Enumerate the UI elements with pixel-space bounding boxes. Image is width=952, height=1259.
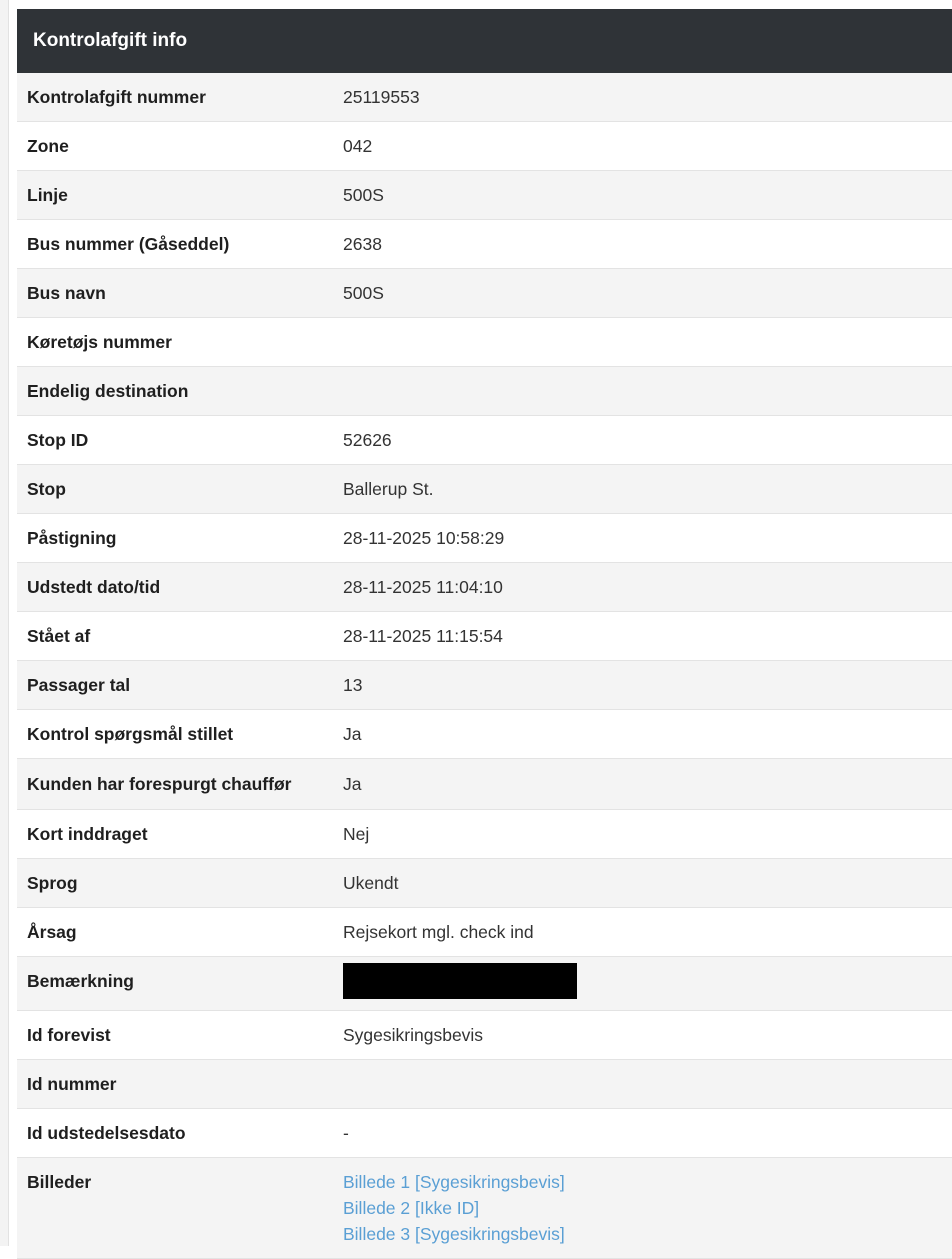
row-value: 500S	[337, 269, 952, 318]
row-value	[337, 957, 952, 1011]
row-value: 500S	[337, 171, 952, 220]
table-row	[17, 710, 952, 759]
image-link-3[interactable]: Billede 3 [Sygesikringsbevis]	[343, 1224, 565, 1244]
panel-title: Kontrolafgift info	[17, 9, 952, 73]
row-value: 13	[337, 661, 952, 710]
table-row	[17, 1109, 952, 1158]
table-row	[17, 514, 952, 563]
row-value: 28-11-2025 11:04:10	[337, 563, 952, 612]
table-row	[17, 416, 952, 465]
row-label: Sprog	[17, 859, 337, 908]
table-row	[17, 908, 952, 957]
row-label: Billeder	[17, 1158, 337, 1259]
row-value	[337, 367, 952, 416]
row-value	[337, 1158, 952, 1259]
row-label: Id forevist	[17, 1011, 337, 1060]
row-label: Id nummer	[17, 1060, 337, 1109]
row-value: Ballerup St.	[337, 465, 952, 514]
row-label: Endelig destination	[17, 367, 337, 416]
table-row	[17, 73, 952, 122]
table-row	[17, 269, 952, 318]
row-label: Køretøjs nummer	[17, 318, 337, 367]
row-label: Id udstedelsesdato	[17, 1109, 337, 1158]
left-edge-strip	[0, 0, 9, 1246]
row-label: Påstigning	[17, 514, 337, 563]
row-label: Stop	[17, 465, 337, 514]
table-row	[17, 1011, 952, 1060]
table-row	[17, 122, 952, 171]
row-label: Stået af	[17, 612, 337, 661]
row-value: Ja	[337, 710, 952, 759]
row-value: 28-11-2025 11:15:54	[337, 612, 952, 661]
row-label: Zone	[17, 122, 337, 171]
row-label: Kort inddraget	[17, 810, 337, 859]
row-value: 25119553	[337, 73, 952, 122]
row-value: Nej	[337, 810, 952, 859]
info-table	[17, 73, 952, 1259]
row-label: Bemærkning	[17, 957, 337, 1011]
row-label: Stop ID	[17, 416, 337, 465]
row-label: Kontrolafgift nummer	[17, 73, 337, 122]
image-link-2[interactable]: Billede 2 [Ikke ID]	[343, 1198, 480, 1218]
row-value: Ukendt	[337, 859, 952, 908]
table-row	[17, 957, 952, 1011]
table-row	[17, 367, 952, 416]
table-row	[17, 1158, 952, 1259]
table-row	[17, 661, 952, 710]
row-label: Passager tal	[17, 661, 337, 710]
row-label: Udstedt dato/tid	[17, 563, 337, 612]
row-label: Bus navn	[17, 269, 337, 318]
row-value: 042	[337, 122, 952, 171]
row-value: Rejsekort mgl. check ind	[337, 908, 952, 957]
row-label: Bus nummer (Gåseddel)	[17, 220, 337, 269]
row-label: Linje	[17, 171, 337, 220]
row-value: Ja	[337, 759, 952, 810]
image-link-1[interactable]: Billede 1 [Sygesikringsbevis]	[343, 1172, 565, 1192]
redaction-block	[343, 963, 577, 999]
row-value	[337, 318, 952, 367]
table-row	[17, 318, 952, 367]
row-value: Sygesikringsbevis	[337, 1011, 952, 1060]
table-row	[17, 465, 952, 514]
table-row	[17, 563, 952, 612]
row-value: 28-11-2025 10:58:29	[337, 514, 952, 563]
table-row	[17, 859, 952, 908]
table-row	[17, 1060, 952, 1109]
row-label: Årsag	[17, 908, 337, 957]
row-label: Kontrol spørgsmål stillet	[17, 710, 337, 759]
table-row	[17, 759, 952, 810]
row-value: -	[337, 1109, 952, 1158]
table-row	[17, 171, 952, 220]
row-value	[337, 1060, 952, 1109]
row-value: 52626	[337, 416, 952, 465]
row-label: Kunden har forespurgt chauffør	[17, 759, 337, 810]
table-row	[17, 220, 952, 269]
kontrolafgift-info-panel	[17, 9, 952, 1259]
row-value: 2638	[337, 220, 952, 269]
table-row	[17, 810, 952, 859]
table-row	[17, 612, 952, 661]
